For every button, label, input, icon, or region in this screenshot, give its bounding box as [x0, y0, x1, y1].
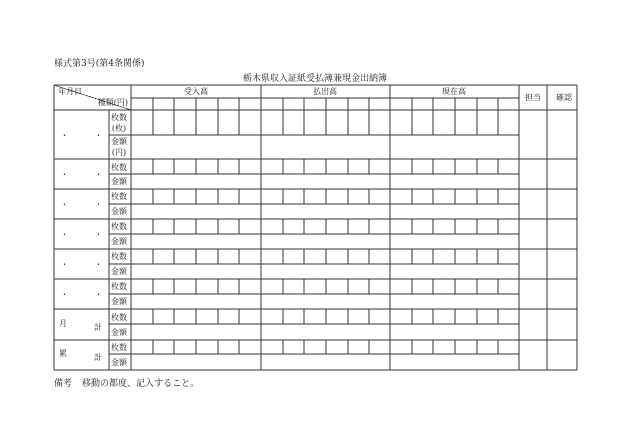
first-count-unit: (枚)	[111, 124, 127, 133]
first-amount-label: 金額	[111, 137, 127, 146]
remarks-label: 備考	[54, 379, 73, 389]
date-cell-5: ・ ・	[60, 260, 112, 269]
date-cell-4: ・ ・	[60, 230, 112, 239]
date-cell-6: ・ ・	[60, 290, 112, 299]
header-date: 年月日	[58, 87, 82, 96]
remarks-text: 移動の都度、記入すること。	[82, 379, 200, 389]
cumulative-total-right: 計	[94, 353, 102, 362]
date-cell-3: ・ ・	[60, 200, 112, 209]
header-kind: 種類(円)	[97, 98, 128, 107]
count-label-6: 枚数	[111, 282, 127, 291]
monthly-total-left: 月	[59, 319, 67, 328]
count-label-2: 枚数	[111, 163, 127, 172]
amount-label-monthly: 金額	[111, 328, 127, 337]
remarks	[54, 376, 199, 389]
count-label-4: 枚数	[111, 222, 127, 231]
amount-label-3: 金額	[111, 207, 127, 216]
first-count-label: 枚数	[111, 113, 127, 122]
header-received: 受入高	[184, 87, 208, 96]
count-label-5: 枚数	[111, 252, 127, 261]
cumulative-total-left: 累	[59, 349, 67, 358]
amount-label-2: 金額	[111, 177, 127, 186]
count-label-monthly: 枚数	[111, 313, 127, 322]
document-title: 栃木県収入証紙受払簿兼現金出納簿	[242, 74, 387, 84]
amount-label-5: 金額	[111, 267, 127, 276]
form-label: 様式第3号(第4条関係)	[54, 59, 145, 69]
header-person: 担当	[525, 93, 541, 102]
amount-label-6: 金額	[111, 297, 127, 306]
count-label-cumulative: 枚数	[111, 343, 127, 352]
first-amount-unit: (円)	[111, 148, 127, 157]
header-current: 現在高	[442, 87, 466, 96]
date-cell-1: ・ ・	[60, 131, 112, 140]
date-cell-2: ・ ・	[60, 170, 112, 179]
amount-label-cumulative: 金額	[111, 358, 127, 367]
monthly-total-right: 計	[94, 323, 102, 332]
amount-label-4: 金額	[111, 237, 127, 246]
header-confirm: 確認	[556, 93, 572, 102]
count-label-3: 枚数	[111, 192, 127, 201]
header-paid: 払出高	[313, 87, 337, 96]
